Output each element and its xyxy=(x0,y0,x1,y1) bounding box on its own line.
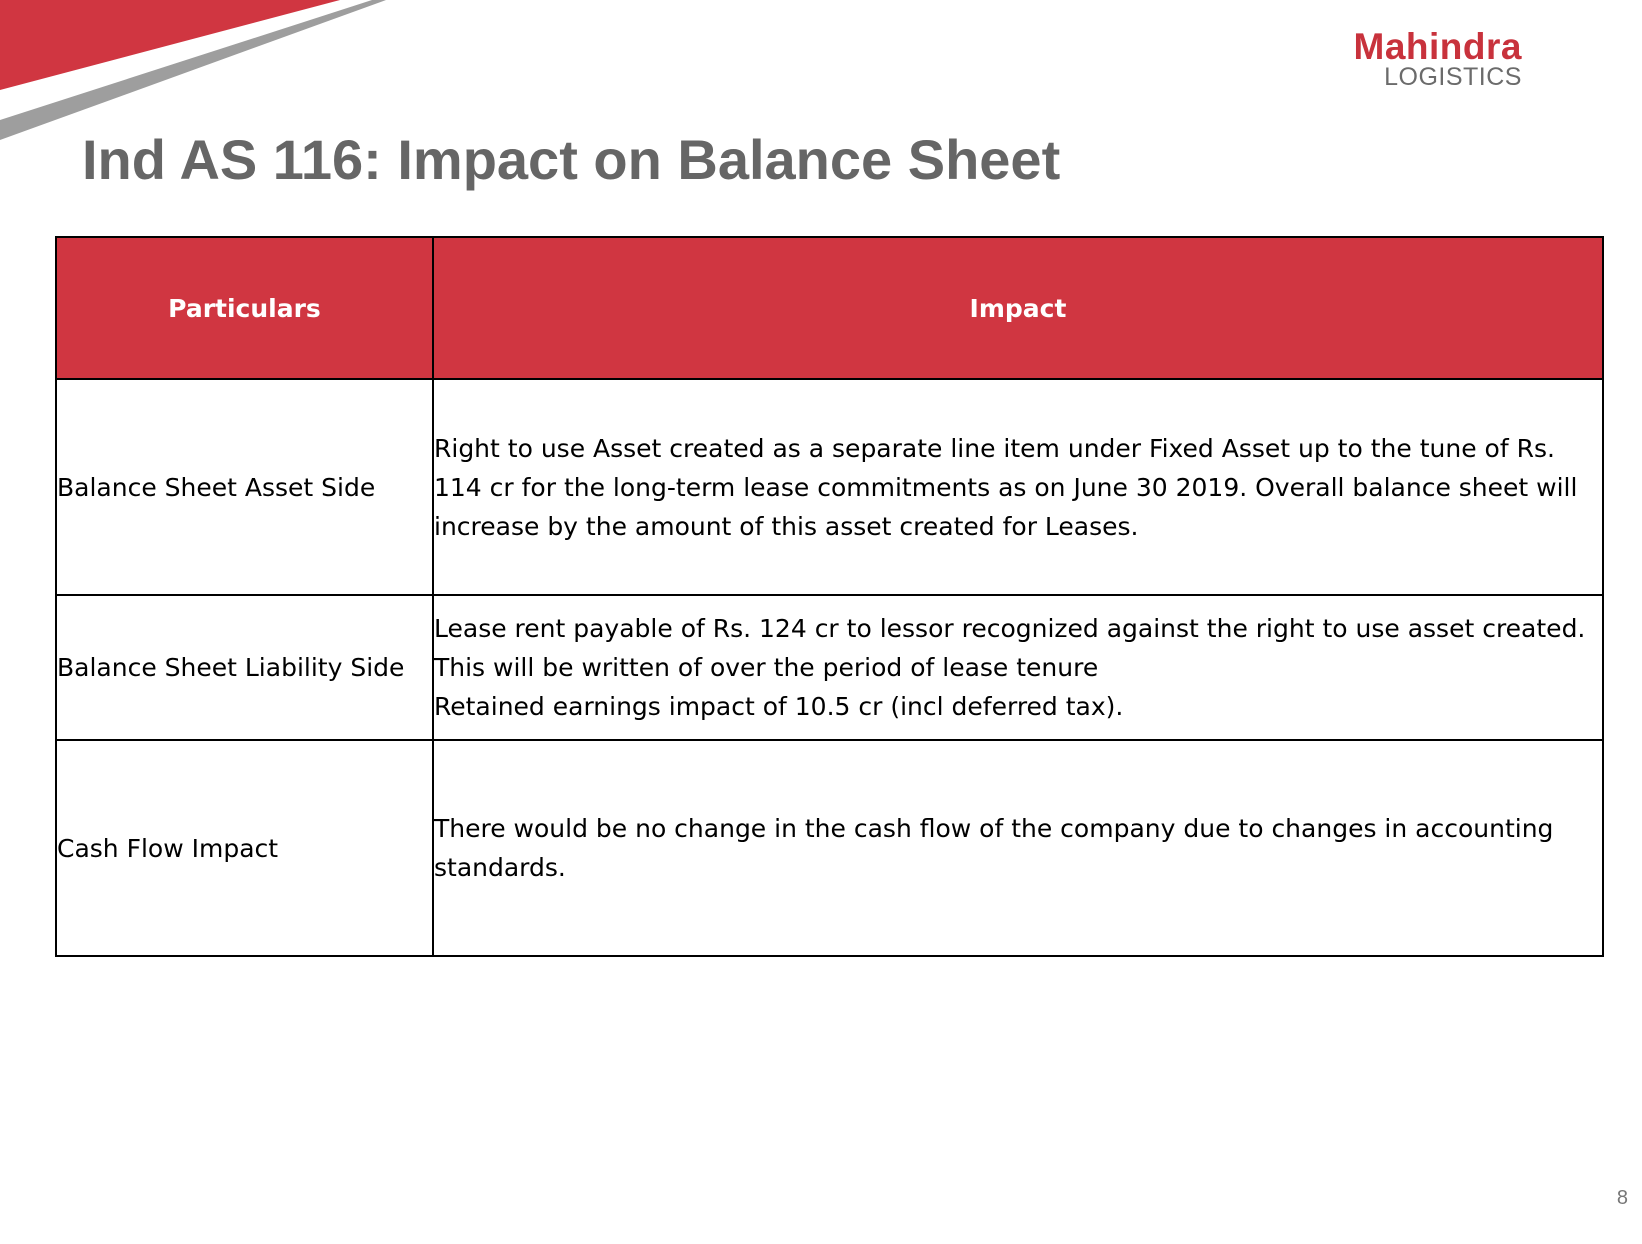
impact-cell xyxy=(433,595,1603,740)
impact-text: Lease rent payable of Rs. 124 cr to lessor recognized against the right to use asset created. This will be written of over the period of lease tenure xyxy=(434,614,1586,682)
particular-cell: Cash Flow Impact xyxy=(56,740,433,956)
impact-cell xyxy=(433,740,1603,956)
table-row xyxy=(56,595,1603,740)
impact-text: Retained earnings impact of 10.5 cr (incl deferred tax). xyxy=(434,692,1124,721)
table-row xyxy=(56,740,1603,956)
logo-wordmark: Mahindra xyxy=(1353,26,1522,67)
impact-text: Right to use Asset created as a separate line item under Fixed Asset up to the tune of Rs. 114 cr for the long-term lease commitments as on June 30 2019. Overall balance sheet will increase by the amount of this asset created for Leases. xyxy=(434,433,1578,541)
table-row xyxy=(56,379,1603,595)
mahindra-logistics-logo xyxy=(1354,28,1522,89)
particular-cell: Balance Sheet Asset Side xyxy=(56,379,433,595)
impact-text: There would be no change in the cash flow of the company due to changes in accounting standards. xyxy=(434,814,1554,882)
impact-table xyxy=(55,236,1604,957)
table-header-row xyxy=(56,237,1603,379)
particular-cell: Balance Sheet Liability Side xyxy=(56,595,433,740)
logo-subtitle: LOGISTICS xyxy=(1384,63,1522,91)
slide-title: Ind AS 116: Impact on Balance Sheet xyxy=(82,128,1061,191)
impact-cell xyxy=(433,379,1603,595)
page-number: 8 xyxy=(1616,1187,1628,1209)
decorative-stripes xyxy=(0,0,420,140)
header-particulars: Particulars xyxy=(56,237,433,379)
header-impact: Impact xyxy=(433,237,1603,379)
